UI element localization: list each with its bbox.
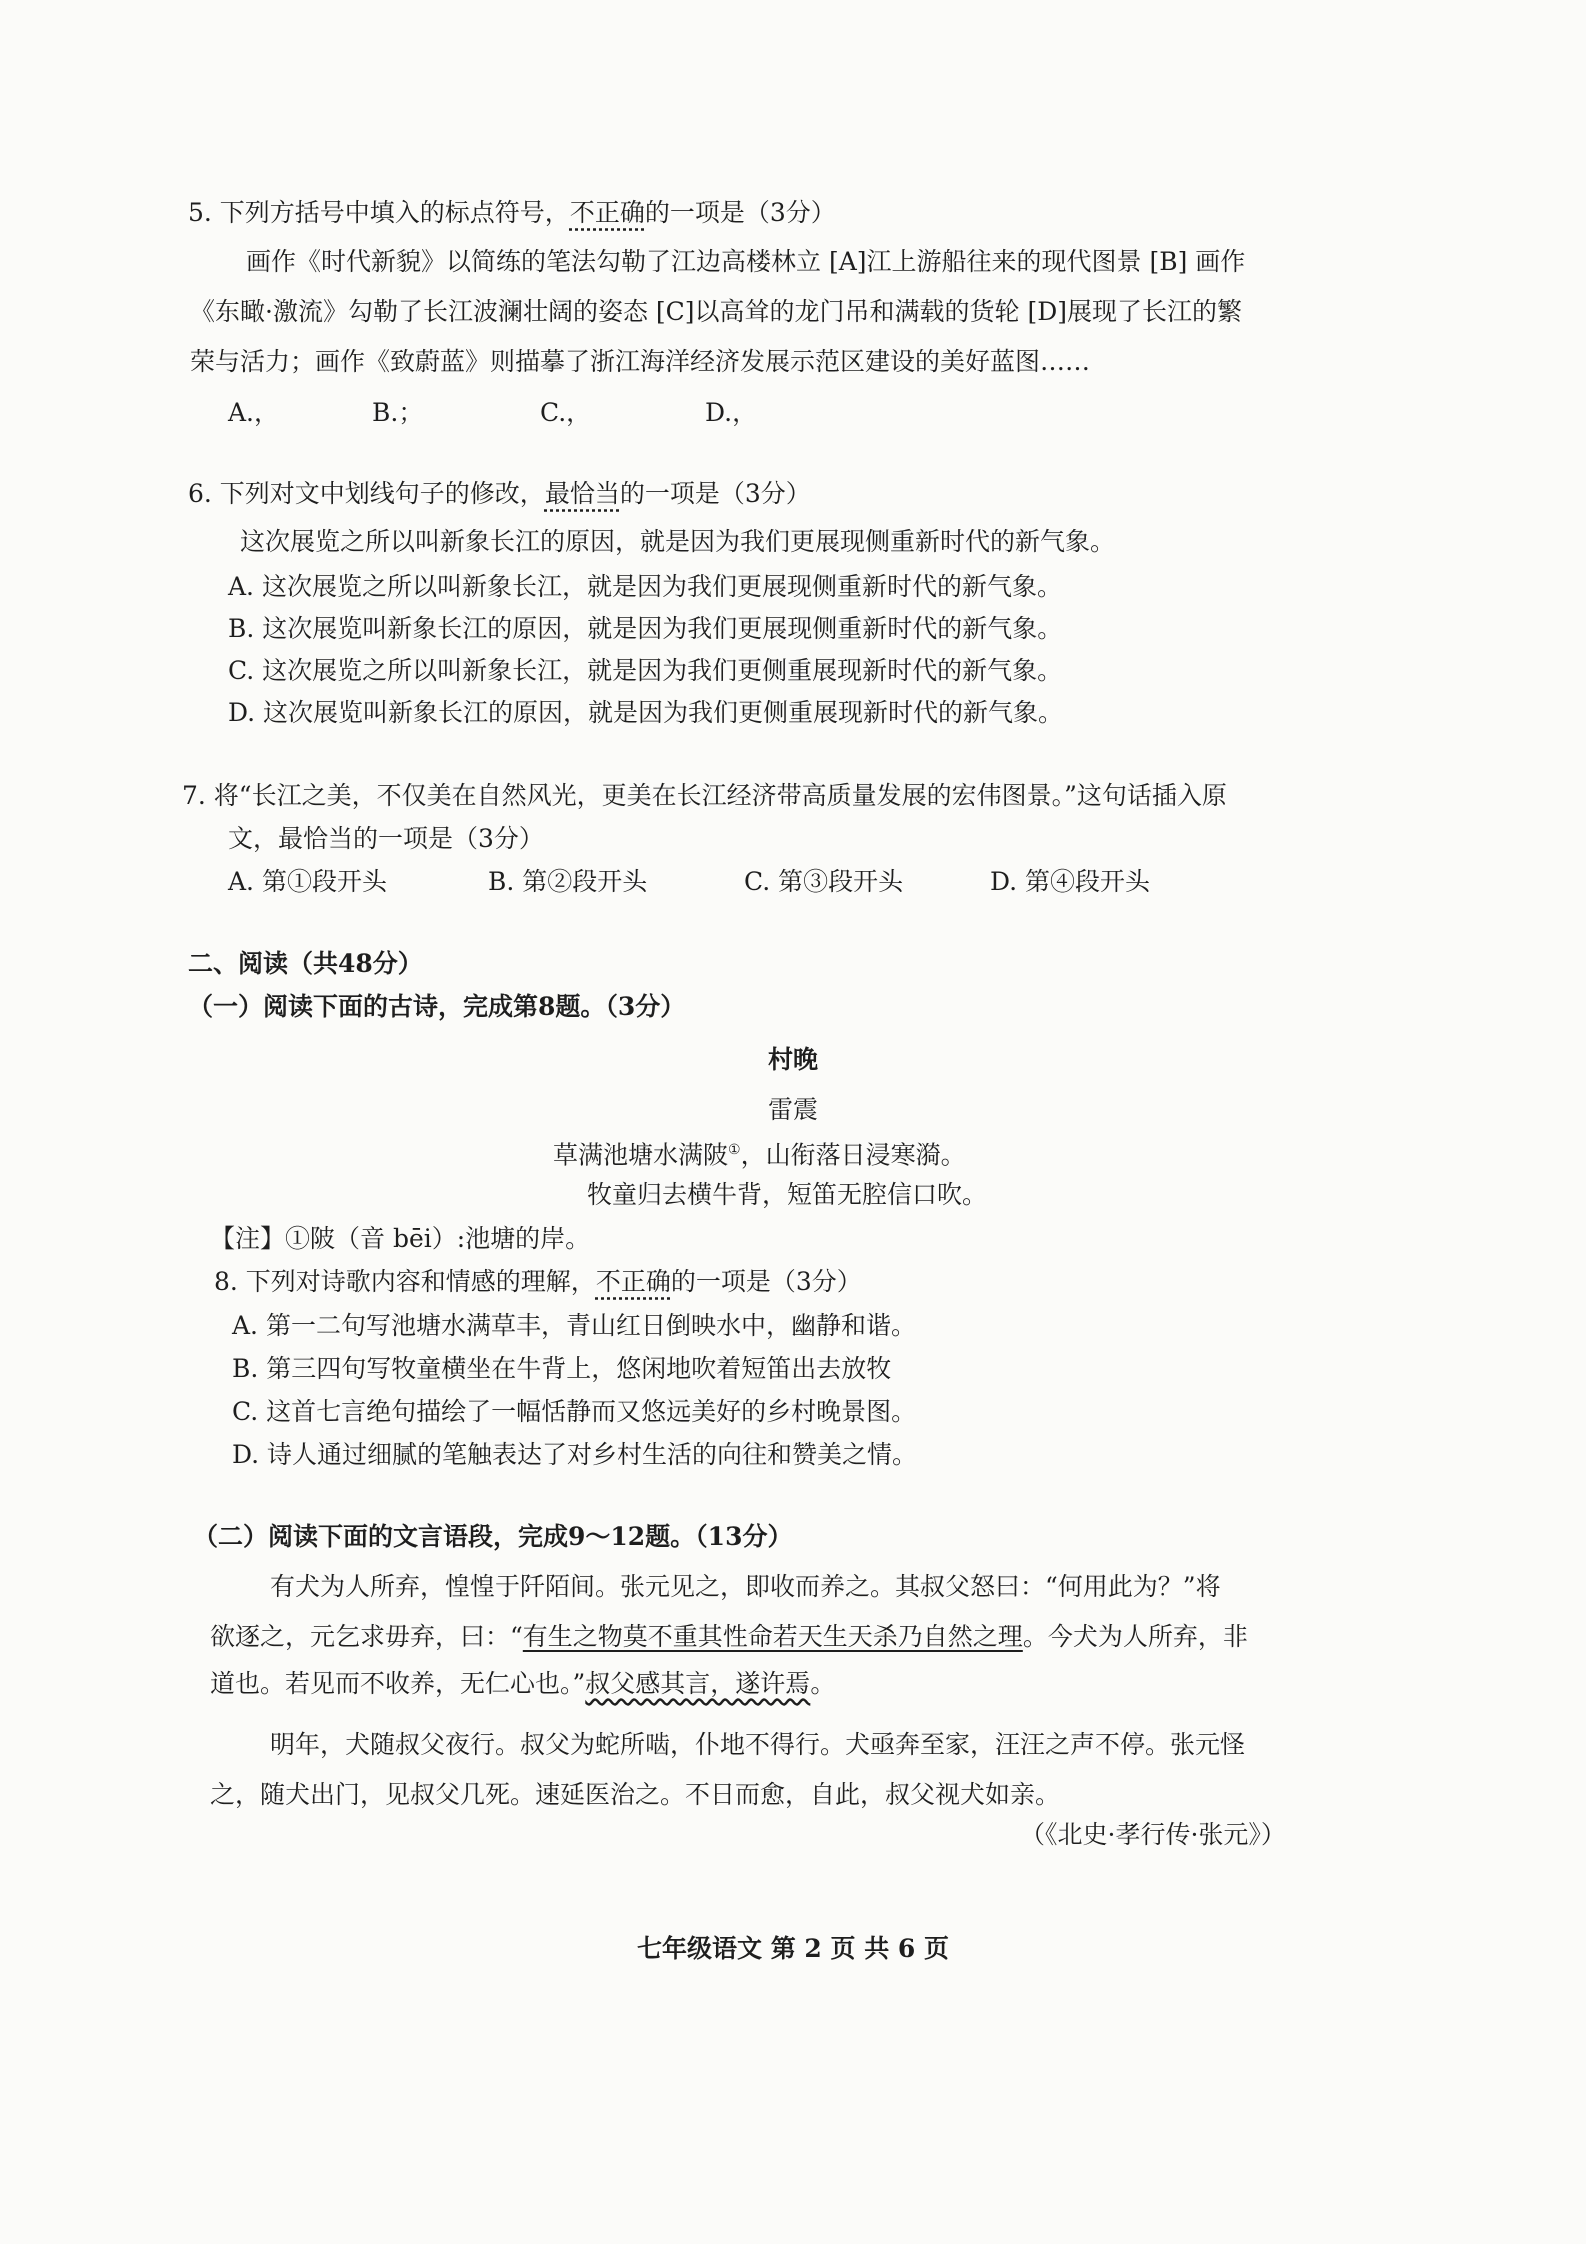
passage-p1-line3-a: 道也。若见而不收养，无仁心也。”: [210, 1669, 586, 1698]
poem-note: 【注】①陂（音 bēi）:池塘的岸。: [210, 1224, 591, 1253]
passage-p1-line2-a: 欲逐之，元乞求毋弃，曰：“: [210, 1622, 523, 1651]
q8-stem: [214, 1265, 862, 1299]
q8-stem-b: 的一项是（3分）: [670, 1267, 862, 1296]
passage-source: （《北史·孝行传·张元》）: [1020, 1820, 1286, 1849]
q8-option-c: C. 这首七言绝句描绘了一幅恬静而又悠远美好的乡村晚景图。: [232, 1397, 917, 1426]
part1-title: （一）阅读下面的古诗，完成第8题。（3分）: [188, 992, 686, 1021]
poem-line-1-b: ，山衔落日浸寒漪。: [740, 1140, 966, 1170]
q6-stem-b: 的一项是（3分）: [619, 479, 811, 508]
q6-option-b: B. 这次展览叫新象长江的原因，就是因为我们更展现侧重新时代的新气象。: [228, 614, 1063, 643]
q5-option-d: D.，: [705, 398, 758, 427]
q6-stem-a: 6. 下列对文中划线句子的修改，: [188, 479, 545, 508]
q5-stem-a: 5. 下列方括号中填入的标点符号，: [188, 198, 570, 227]
q7-option-a: A. 第①段开头: [228, 867, 387, 896]
q6-option-d: D. 这次展览叫新象长江的原因，就是因为我们更侧重展现新时代的新气象。: [228, 698, 1064, 727]
page-footer: 七年级语文 第 2 页 共 6 页: [636, 1934, 949, 1963]
poem-line-2: 牧童归去横牛背，短笛无腔信口吹。: [587, 1180, 988, 1209]
q7-option-c: C. 第③段开头: [744, 867, 904, 896]
passage-p1-line2: [210, 1620, 1248, 1654]
q5-passage-line: 《东瞰·激流》勾勒了长江波澜壮阔的姿态 [C]以高耸的龙门吊和满载的货轮 [D]展现了长江的繁: [190, 297, 1243, 326]
q6-stem: [188, 477, 811, 511]
poem-note-marker: ①: [728, 1142, 741, 1158]
q6-sentence: 这次展览之所以叫新象长江的原因，就是因为我们更展现侧重新时代的新气象。: [240, 527, 1116, 556]
q6-option-a: A. 这次展览之所以叫新象长江，就是因为我们更展现侧重新时代的新气象。: [228, 572, 1062, 601]
passage-p2-line1: 明年，犬随叔父夜行。叔父为蛇所啮，仆地不得行。犬亟奔至家，汪汪之声不停。张元怪: [270, 1730, 1246, 1759]
q6-stem-emphasis: 最恰当: [544, 479, 620, 508]
passage-p1-line1: 有犬为人所弃，惶惶于阡陌间。张元见之，即收而养之。其叔父怒曰：“何用此为？”将: [270, 1572, 1221, 1601]
q6-option-c: C. 这次展览之所以叫新象长江，就是因为我们更侧重展现新时代的新气象。: [228, 656, 1063, 685]
q5-passage-line: 荣与活力；画作《致蔚蓝》则描摹了浙江海洋经济发展示范区建设的美好蓝图……: [190, 347, 1091, 376]
q8-stem-emphasis: 不正确: [595, 1267, 671, 1296]
q7-stem-line1: 7. 将“长江之美，不仅美在自然风光，更美在长江经济带高质量发展的宏伟图景。”这句话插入原: [182, 781, 1227, 810]
q5-stem-b: 的一项是（3分）: [644, 198, 836, 227]
poem-line-1: [553, 1133, 966, 1172]
q5-option-a: A.，: [228, 398, 280, 427]
q8-option-b: B. 第三四句写牧童横坐在牛背上，悠闲地吹着短笛出去放牧: [232, 1354, 892, 1383]
underlined-sentence: 有生之物莫不重其性命若天生天杀乃自然之理: [522, 1622, 1023, 1651]
passage-p1-line3: [210, 1667, 835, 1701]
poem-author: 雷震: [767, 1095, 818, 1124]
poem-line-1-a: 草满池塘水满陂: [553, 1140, 729, 1170]
passage-p2-line2: 之，随犬出门，见叔父几死。速延医治之。不日而愈，自此，叔父视犬如亲。: [210, 1780, 1061, 1809]
part2-title: （二）阅读下面的文言语段，完成9～12题。（13分）: [193, 1522, 793, 1551]
q5-stem: [188, 196, 836, 230]
q8-stem-a: 8. 下列对诗歌内容和情感的理解，: [214, 1267, 596, 1296]
q8-option-a: A. 第一二句写池塘水满草丰，青山红日倒映水中，幽静和谐。: [232, 1311, 916, 1340]
q7-stem-line2: 文，最恰当的一项是（3分）: [228, 824, 544, 853]
q5-passage-line: 画作《时代新貌》以简练的笔法勾勒了江边高楼林立 [A]江上游船往来的现代图景 [B] 画作: [246, 247, 1246, 276]
section-title: 二、阅读（共48分）: [188, 949, 423, 978]
poem-title: 村晚: [767, 1045, 818, 1074]
q7-option-b: B. 第②段开头: [488, 867, 648, 896]
wavy-underlined-sentence: 叔父感其言，遂许焉: [585, 1669, 811, 1698]
q5-stem-emphasis: 不正确: [569, 198, 645, 227]
passage-p1-line3-b: 。: [810, 1669, 836, 1698]
q5-option-c: C.，: [540, 398, 592, 427]
q5-option-b: B.；: [372, 398, 424, 427]
q7-option-d: D. 第④段开头: [990, 867, 1151, 896]
passage-p1-line2-b: 。今犬为人所弃，非: [1022, 1622, 1248, 1651]
q8-option-d: D. 诗人通过细腻的笔触表达了对乡村生活的向往和赞美之情。: [232, 1440, 918, 1469]
